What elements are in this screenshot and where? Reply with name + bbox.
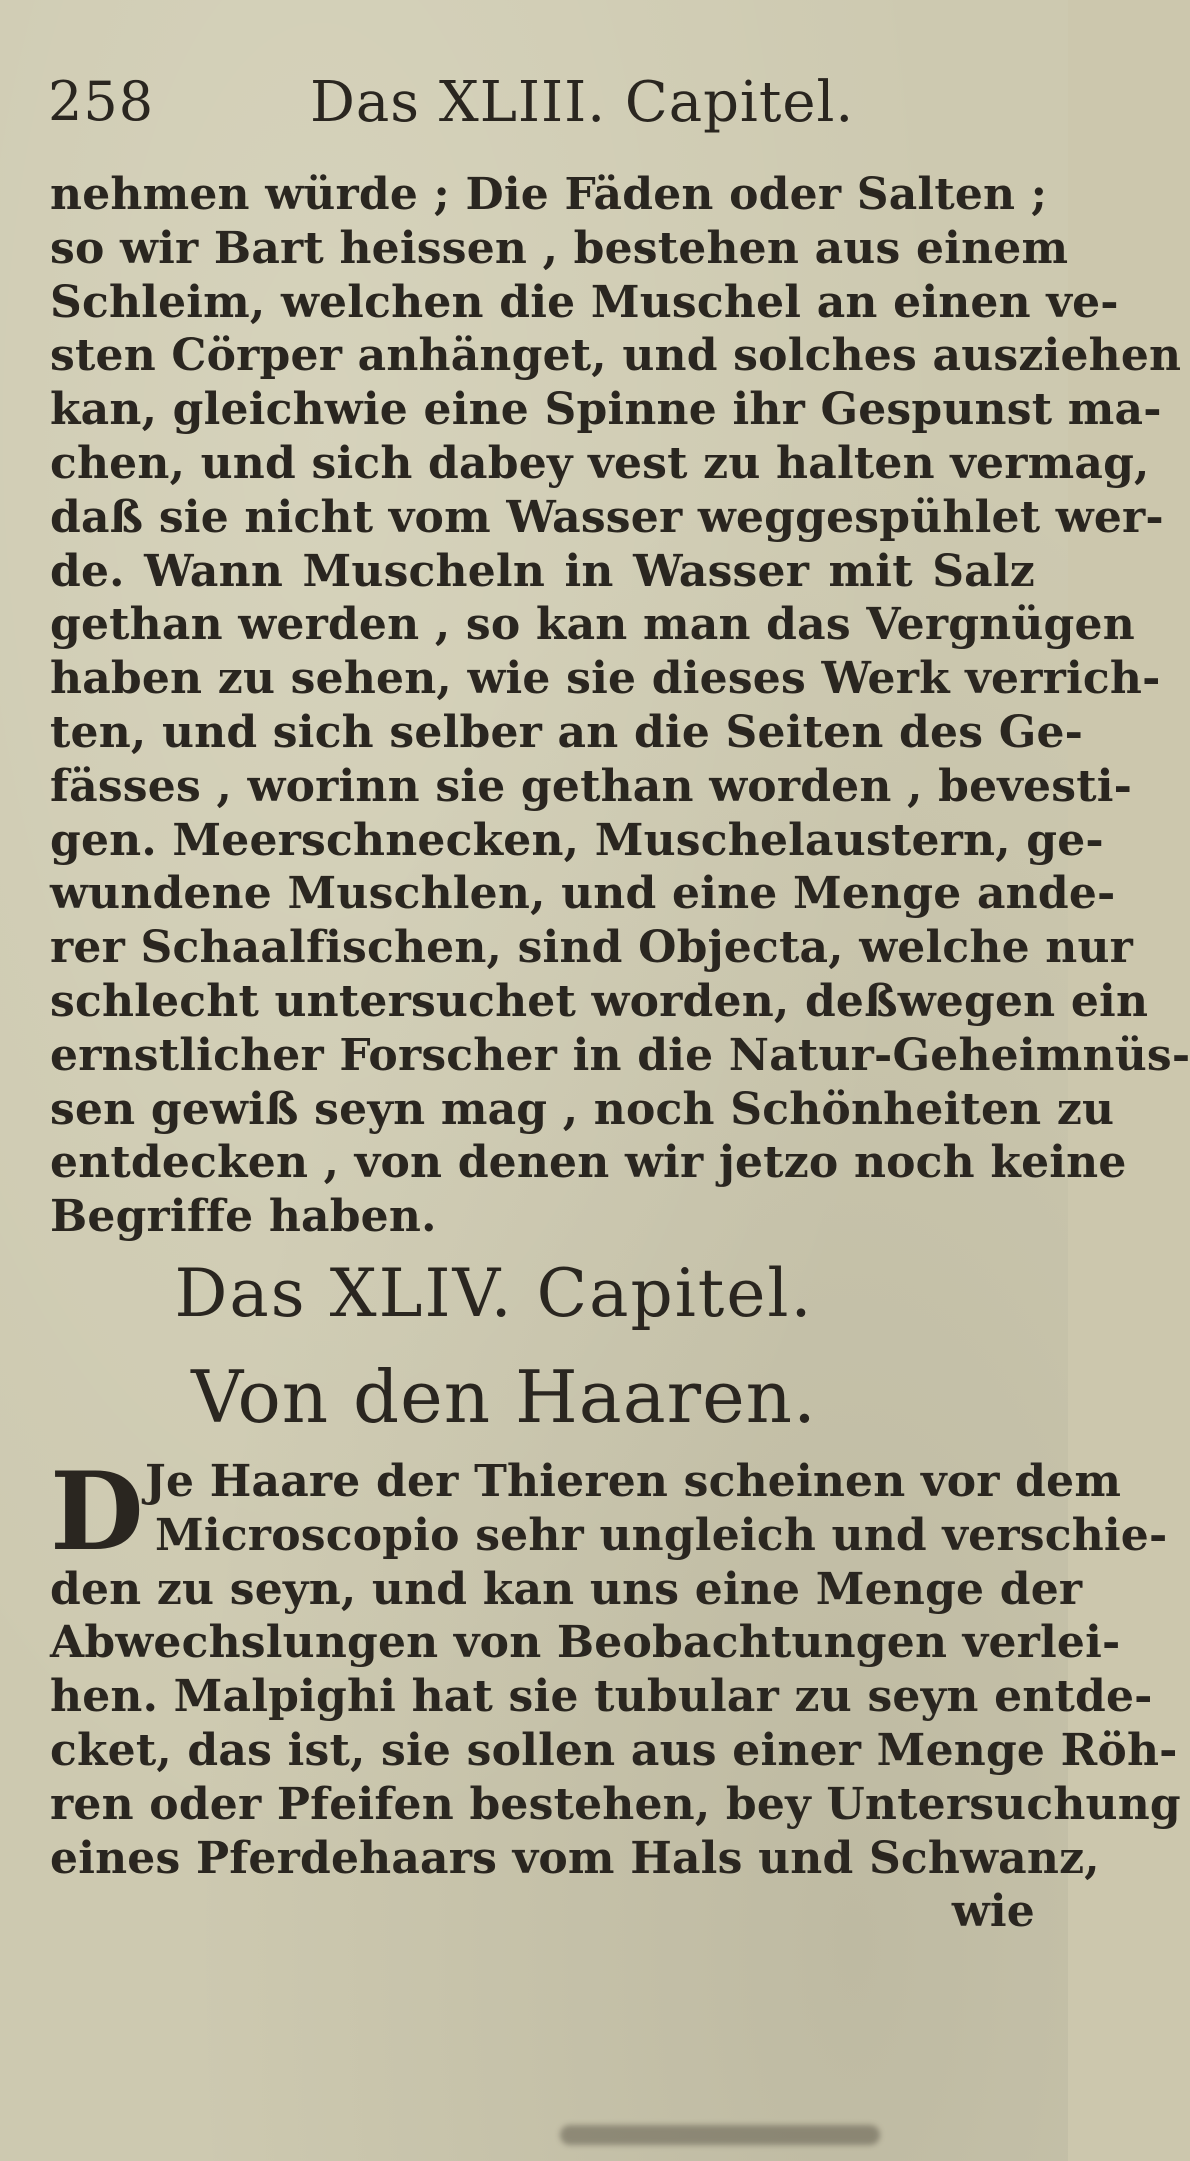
text-line: sen gewiß seyn mag , noch Schönheiten zu — [50, 1083, 1115, 1135]
page-stain — [560, 2125, 880, 2145]
page-header — [48, 70, 1028, 150]
text-line: daß sie nicht vom Wasser weggespühlet wer- — [50, 491, 1164, 543]
section-title: Von den Haaren. — [191, 1355, 817, 1439]
paragraph-2 — [50, 1449, 1181, 1939]
page-number: 258 — [48, 70, 155, 133]
text-line: so wir Bart heissen , bestehen aus einem — [50, 222, 1069, 274]
text-line: kan, gleichwie eine Spinne ihr Gespunst ma- — [50, 384, 1162, 436]
text-line: chen, und sich dabey vest zu halten vermag, — [50, 437, 1150, 489]
text-line: ten, und sich selber an die Seiten des Ge- — [50, 706, 1084, 758]
text-line: schlecht untersuchet worden, deßwegen ein — [50, 975, 1149, 1027]
running-title: Das XLIII. Capitel. — [310, 70, 855, 135]
chapter-heading: Das XLIV. Capitel. — [174, 1255, 814, 1332]
text-line: gethan werden , so kan man das Vergnügen — [50, 599, 1135, 651]
catchword: wie — [951, 1886, 1035, 1938]
text-line: haben zu sehen, wie sie dieses Werk verrich- — [50, 653, 1161, 705]
text-line: Je Haare der Thieren scheinen vor dem — [145, 1456, 1122, 1507]
text-line: fässes , worinn sie gethan worden , bevesti- — [50, 760, 1133, 812]
text-line: sten Cörper anhänget, und solches ausziehen — [50, 330, 1182, 382]
text-line: Microscopio sehr ungleich und verschie- — [155, 1509, 1168, 1561]
text-line: cket, das ist, sie sollen aus einer Menge Röh- — [50, 1724, 1178, 1776]
drop-initial: D — [50, 1449, 144, 1575]
text-line: eines Pferdehaars vom Hals und Schwanz, — [50, 1832, 1100, 1884]
text-line: Begriffe haben. — [50, 1191, 437, 1243]
text-line: nehmen würde ; Die Fäden oder Salten ; — [50, 169, 1048, 220]
text-line: de. Wann Muscheln in Wasser mit Salz — [50, 545, 1035, 597]
text-line: rer Schaalfischen, sind Objecta, welche nur — [50, 922, 1134, 974]
text-line: den zu seyn, und kan uns eine Menge der — [50, 1563, 1083, 1615]
text-line: entdecken , von denen wir jetzo noch keine — [50, 1137, 1127, 1189]
paragraph-1 — [50, 168, 1190, 1244]
text-line: Abwechslungen von Beobachtungen verlei- — [50, 1617, 1121, 1669]
text-line: wundene Muschlen, und eine Menge ande- — [50, 868, 1116, 920]
text-line: ren oder Pfeifen bestehen, bey Untersuchung — [50, 1778, 1181, 1830]
text-line: ernstlicher Forscher in die Natur-Geheimnüs- — [50, 1029, 1190, 1081]
text-line: gen. Meerschnecken, Muschelaustern, ge- — [50, 814, 1104, 866]
text-line: Schleim, welchen die Muschel an einen ve- — [50, 276, 1119, 328]
text-line: hen. Malpighi hat sie tubular zu seyn entde- — [50, 1671, 1153, 1723]
